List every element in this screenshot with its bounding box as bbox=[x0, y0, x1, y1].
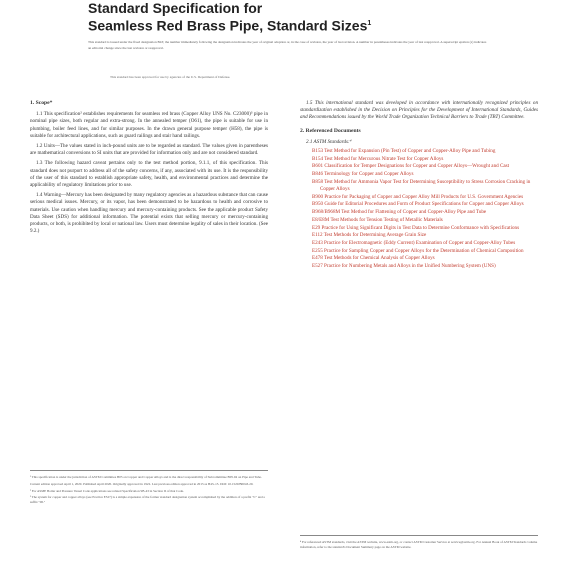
reference-title: Test Methods for Chemical Analysis of Copper Alloys bbox=[323, 255, 435, 262]
reference-item bbox=[306, 163, 538, 170]
footnote-1-edition: Current edition approved April 1, 2020. Published April 2020. Originally approved in 1922. Last previous edition approved in 2015 as B43–15. DOI: 10.1520/B0043-20. bbox=[30, 481, 254, 486]
document-title bbox=[88, 0, 371, 34]
right-column bbox=[300, 100, 538, 271]
footnote-3: ³ The system for copper and copper alloys (see Practice E527) is a simple expansion of the former standard designation system accomplished by the addition of a prefix "C" and a suffix "00." bbox=[30, 495, 265, 505]
reference-item bbox=[306, 248, 538, 255]
reference-title: Test Method for Expansion (Pin Test) of Copper and Copper-Alloy Pipe and Tubing bbox=[324, 148, 496, 155]
reference-item bbox=[306, 171, 538, 178]
reference-title: Test Method for Ammonia Vapor Test for Determining Susceptibility to Stress Corrosion Cracking in Copper Alloys bbox=[320, 178, 531, 193]
title-line-2: Seamless Red Brass Pipe, Standard Sizes$^1$ bbox=[88, 17, 372, 34]
reference-item bbox=[306, 179, 538, 193]
reference-code-link[interactable]: E527 bbox=[312, 263, 323, 270]
referenced-documents-heading: 2. Referenced Documents bbox=[300, 127, 361, 134]
reference-title: Classification for Temper Designations for Copper and Copper Alloys—Wrought and Cast bbox=[324, 163, 509, 170]
footnotes-left bbox=[30, 470, 268, 507]
reference-list bbox=[300, 148, 538, 270]
reference-title: Terminology for Copper and Copper Alloys bbox=[324, 171, 414, 178]
reference-title: Test Method for Flattening of Copper and Copper-Alloy Pipe and Tube bbox=[341, 209, 487, 216]
paragraph-1-4: 1.4 Warning—Mercury has been designated by many regulatory agencies as a hazardous substance that can cause serious medical issues. Mercury, or its vapor, has been demonstrated to be hazardous to health and corrosive to materials. Use caution when handling mercury and mercury-containing products. See the applicable product Safety Data Sheet (SDS) for additional information. The potential exists that selling mercury or mercury-containing products, or both, is prohibited by local or national law. Users must determine legality of sales in their location. (See 9.2.) bbox=[30, 192, 268, 235]
reference-title: Practice for Sampling Copper and Copper Alloys for the Determination of Chemical Composition bbox=[324, 247, 524, 254]
reference-code-link[interactable]: E8/E8M bbox=[312, 216, 330, 223]
reference-title: Practice for Electromagnetic (Eddy Current) Examination of Copper and Copper-Alloy Tubes bbox=[324, 239, 516, 246]
footnote-1: ¹ This specification is under the jurisdiction of ASTM Committee B05 on Copper and Copper Alloys and is the direct responsibility of Subcommittee B05.04 on Pipe and Tube. bbox=[30, 475, 262, 479]
reference-code-link[interactable]: B153 bbox=[312, 148, 324, 155]
title-footnote-marker: 1 bbox=[367, 20, 372, 27]
reference-title: Practice for Using Significant Digits in Test Data to Determine Conformance with Specifications bbox=[321, 224, 520, 231]
reference-item bbox=[306, 156, 538, 163]
reference-code-link[interactable]: B601 bbox=[312, 163, 324, 170]
reference-item bbox=[306, 232, 538, 239]
paragraph-1-2: 1.2 Units—The values stated in inch-pound units are to be regarded as standard. The values given in parentheses are mathematical conversions to SI units that are provided for information only and are not considered standard. bbox=[30, 143, 268, 157]
title-line-1: Standard Specification for bbox=[88, 0, 263, 16]
reference-code-link[interactable]: B900 bbox=[312, 193, 324, 200]
designation-note: This standard is issued under the fixed designation B43; the number immediately following the designation indicates the year of original adoption or, in the case of revision, the year of last revision. A number in parentheses indicates the year of last reapproval. A superscript epsilon (ε) indicates an editorial change since the last revision or reapproval. bbox=[88, 40, 487, 50]
reference-item bbox=[306, 194, 538, 201]
left-column bbox=[30, 100, 268, 238]
reference-item bbox=[306, 201, 538, 208]
reference-code-link[interactable]: B846 bbox=[312, 171, 324, 178]
reference-code-link[interactable]: E112 bbox=[312, 232, 323, 239]
paragraph-1-1: 1.1 This specification² establishes requirements for seamless red brass (Copper Alloy UNS No. C23000)³ pipe in nominal pipe sizes, both regular and extra-strong. In the annealed temper (O61), the pipe is suitable for use in plumbing, boiler feed lines, and for similar purposes. In the drawn general purpose temper (H58), the pipe is suitable for architectural applications, such as guard railings and stair hand railings. bbox=[30, 111, 268, 139]
reference-code-link[interactable]: B968/B968M bbox=[312, 209, 341, 216]
footnotes-right bbox=[300, 535, 538, 552]
reference-code-link[interactable]: B858 bbox=[312, 178, 324, 185]
reference-title: Practice for Numbering Metals and Alloys in the Unified Numbering System (UNS) bbox=[324, 263, 496, 270]
paragraph-1-3: 1.3 The following hazard caveat pertains only to the test method portion, 9.1.1, of this specification. This standard does not purport to address all of the safety concerns, if any, associated with its use. It is the responsibility of the user of this standard to establish appropriate safety, health, and environmental practices and determine the applicability of regulatory limitations prior to use. bbox=[30, 160, 268, 189]
reference-item bbox=[306, 148, 538, 155]
reference-code-link[interactable]: E243 bbox=[312, 239, 323, 246]
reference-code-link[interactable]: B154 bbox=[312, 155, 324, 162]
reference-item bbox=[306, 217, 538, 224]
reference-item bbox=[306, 263, 538, 270]
reference-title: Guide for Editorial Procedures and Form of Product Specifications for Copper and Copper Alloys bbox=[324, 201, 524, 208]
reference-title: Practice for Packaging of Copper and Copper Alloy Mill Products for U.S. Government Agencies bbox=[324, 193, 524, 200]
reference-item bbox=[306, 209, 538, 216]
reference-code-link[interactable]: E478 bbox=[312, 255, 323, 262]
reference-code-link[interactable]: E255 bbox=[312, 247, 323, 254]
reference-title: Test Method for Mercurous Nitrate Test for Copper Alloys bbox=[324, 155, 444, 162]
reference-item bbox=[306, 255, 538, 262]
scope-heading: 1. Scope* bbox=[30, 100, 53, 106]
reference-item bbox=[306, 240, 538, 247]
paragraph-1-5: 1.5 This international standard was developed in accordance with internationally recognized principles on standardization established in the Decision on Principles for the Development of International Standards, Guides and Recommendations issued by the World Trade Organization Technical Barriers to Trade (TBT) Committee. bbox=[300, 100, 538, 121]
astm-standards-subheading: 2.1 ASTM Standards:⁴ bbox=[306, 138, 352, 145]
footnote-4: ⁴ For referenced ASTM standards, visit the ASTM website, www.astm.org, or contact ASTM Customer Service at service@astm.org. For Annual Book of ASTM Standards volume information, refer to the standard's Document Summary page on the ASTM website. bbox=[300, 540, 538, 549]
reference-title: Test Methods for Determining Average Grain Size bbox=[323, 232, 427, 239]
footnote-2: ² For ASME Boiler and Pressure Vessel Code applications see related Specification SB-43 in Section II of that Code. bbox=[30, 488, 184, 493]
approval-note: This standard has been approved for use by agencies of the U.S. Department of Defense. bbox=[110, 75, 231, 79]
reference-code-link[interactable]: B950 bbox=[312, 201, 324, 208]
reference-code-link[interactable]: E29 bbox=[312, 224, 321, 231]
reference-item bbox=[306, 225, 538, 232]
reference-title: Test Methods for Tension Testing of Metallic Materials bbox=[330, 216, 443, 223]
